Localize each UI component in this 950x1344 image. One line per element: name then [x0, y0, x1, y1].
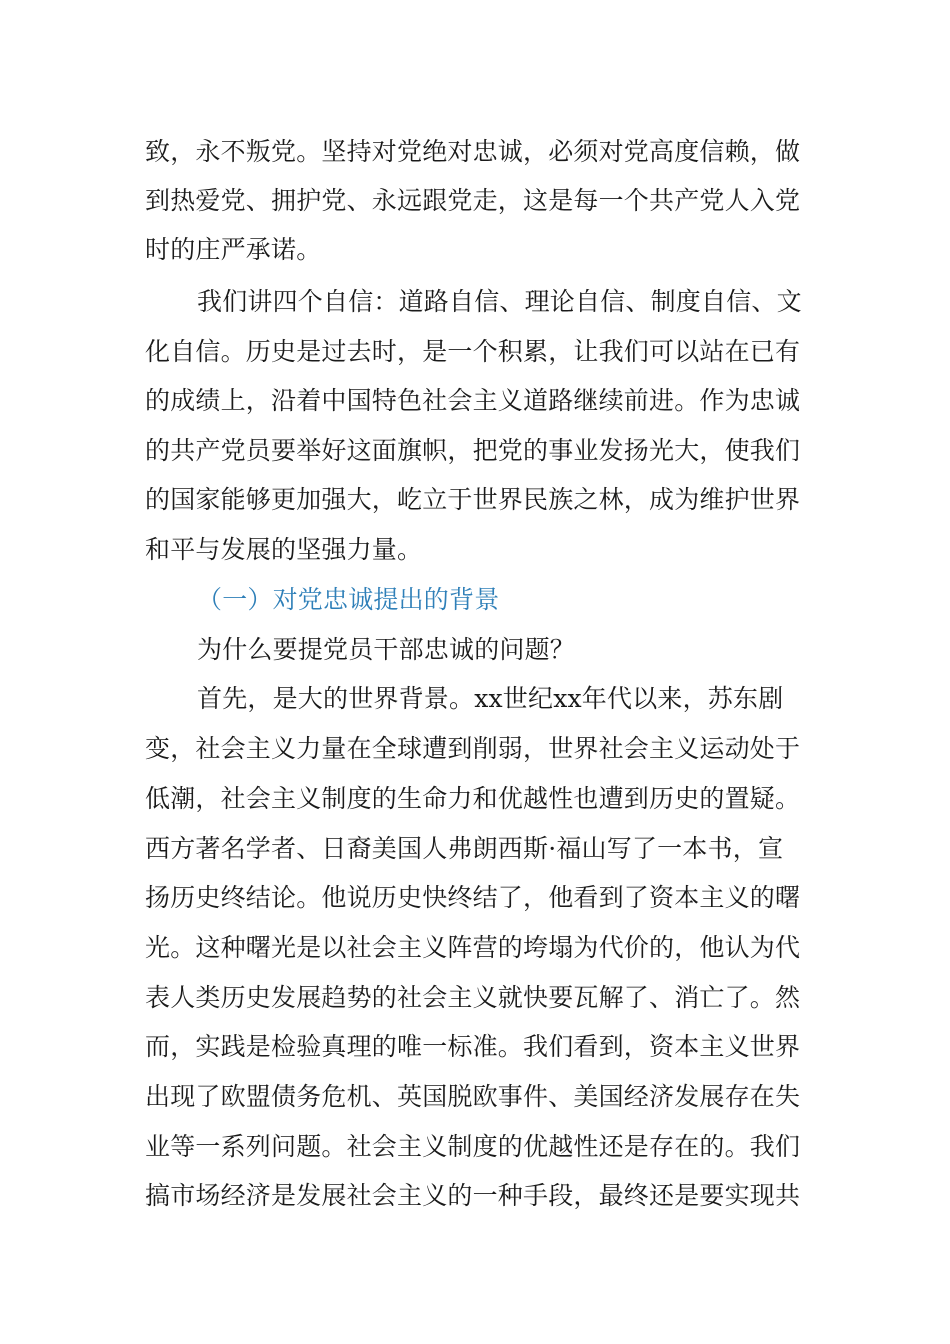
paragraph-line: 我们讲四个自信：道路自信、理论自信、制度自信、文	[197, 287, 802, 316]
paragraph-line: 业等一系列问题。社会主义制度的优越性还是存在的。我们	[145, 1132, 801, 1161]
paragraph-line: 的成绩上，沿着中国特色社会主义道路继续前进。作为忠诚	[145, 386, 801, 415]
paragraph-line: 化自信。历史是过去时，是一个积累，让我们可以站在已有	[145, 337, 801, 366]
paragraph-line: 表人类历史发展趋势的社会主义就快要瓦解了、消亡了。然	[145, 983, 801, 1012]
paragraph-line: 低潮，社会主义制度的生命力和优越性也遭到历史的置疑。	[145, 784, 801, 813]
paragraph-line: 为什么要提党员干部忠诚的问题？	[197, 635, 576, 664]
paragraph-line: 扬历史终结论。他说历史快终结了，他看到了资本主义的曙	[145, 883, 801, 912]
paragraph-line: 光。这种曙光是以社会主义阵营的垮塌为代价的，他认为代	[145, 933, 801, 962]
paragraph-line: 而，实践是检验真理的唯一标准。我们看到，资本主义世界	[145, 1032, 801, 1061]
paragraph-line: 到热爱党、拥护党、永远跟党走，这是每一个共产党人入党	[145, 186, 801, 215]
paragraph-line: 的共产党员要举好这面旗帜，把党的事业发扬光大，使我们	[145, 436, 801, 465]
paragraph-line: 出现了欧盟债务危机、英国脱欧事件、美国经济发展存在失	[145, 1082, 801, 1111]
paragraph-line: 首先，是大的世界背景。xx世纪xx年代以来，苏东剧	[197, 684, 784, 713]
paragraph-line: 和平与发展的坚强力量。	[145, 535, 423, 564]
section-heading: （一）对党忠诚提出的背景	[197, 585, 500, 614]
paragraph-line: 变，社会主义力量在全球遭到削弱，世界社会主义运动处于	[145, 734, 801, 763]
paragraph-line: 致，永不叛党。坚持对党绝对忠诚，必须对党高度信赖，做	[145, 137, 801, 166]
paragraph-line: 搞市场经济是发展社会主义的一种手段，最终还是要实现共	[145, 1181, 801, 1210]
paragraph-line: 西方著名学者、日裔美国人弗朗西斯·福山写了一本书，宣	[145, 834, 784, 863]
paragraph-line: 的国家能够更加强大，屹立于世界民族之林，成为维护世界	[145, 485, 801, 514]
paragraph-line: 时的庄严承诺。	[145, 235, 322, 264]
